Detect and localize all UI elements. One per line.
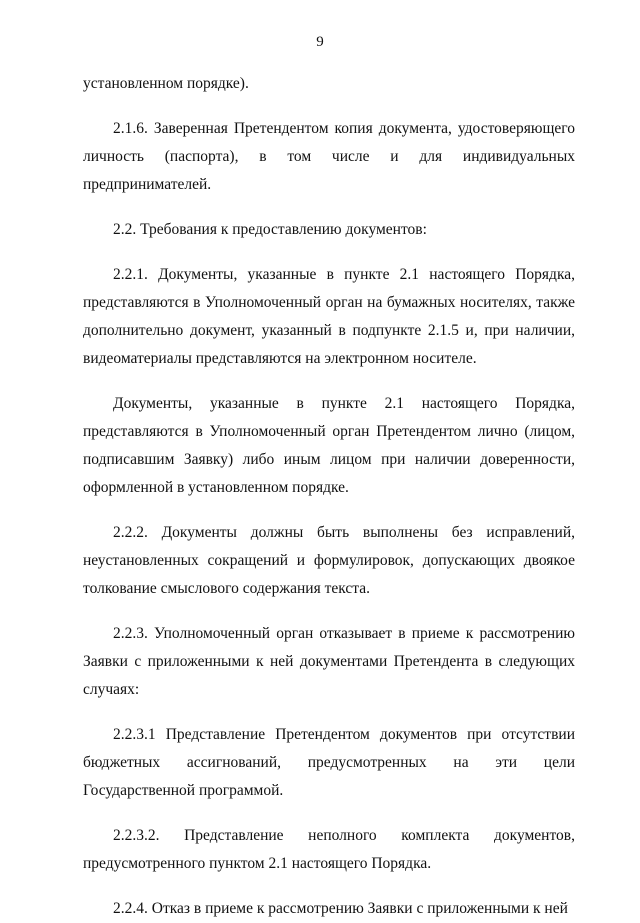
paragraph-2-2-3-1: 2.2.3.1 Представление Претендентом документов при отсутствии бюджетных ассигнований, предусмотренных на эти цели Государственной программой. [83, 726, 575, 799]
document-body [83, 70, 575, 923]
paragraph-2-2: 2.2. Требования к предоставлению документов: [113, 221, 427, 238]
paragraph-2-2-1: 2.2.1. Документы, указанные в пункте 2.1 настоящего Порядка, представляются в Уполномоченный орган на бумажных носителях, также дополнительно документ, указанный в подпункте 2.1.5 и, при наличии, видеоматериалы представляются на электронном носителе. [83, 266, 575, 367]
paragraph-2-2-3: 2.2.3. Уполномоченный орган отказывает в приеме к рассмотрению Заявки с приложенными к ней документами Претендента в следующих случаях: [83, 625, 575, 698]
paragraph-continuation: установленном порядке). [83, 75, 249, 92]
paragraph-2-1-6: 2.1.6. Заверенная Претендентом копия документа, удостоверяющего личность (паспорта), в том числе и для индивидуальных предпринимателей. [83, 120, 575, 193]
page-number: 9 [316, 34, 324, 50]
paragraph-2-2-3-2: 2.2.3.2. Представление неполного комплекта документов, предусмотренного пунктом 2.1 настоящего Порядка. [83, 827, 575, 872]
paragraph-documents-submission: Документы, указанные в пункте 2.1 настоящего Порядка, представляются в Уполномоченный орган Претендентом лично (лицом, подписавшим Заявку) либо иным лицом при наличии доверенности, оформленной в установленном порядке. [83, 395, 575, 496]
paragraph-2-2-4: 2.2.4. Отказ в приеме к рассмотрению Заявки с приложенными к ней [113, 900, 568, 917]
paragraph-2-2-2: 2.2.2. Документы должны быть выполнены без исправлений, неустановленных сокращений и формулировок, допускающих двоякое толкование смыслового содержания текста. [83, 524, 575, 597]
